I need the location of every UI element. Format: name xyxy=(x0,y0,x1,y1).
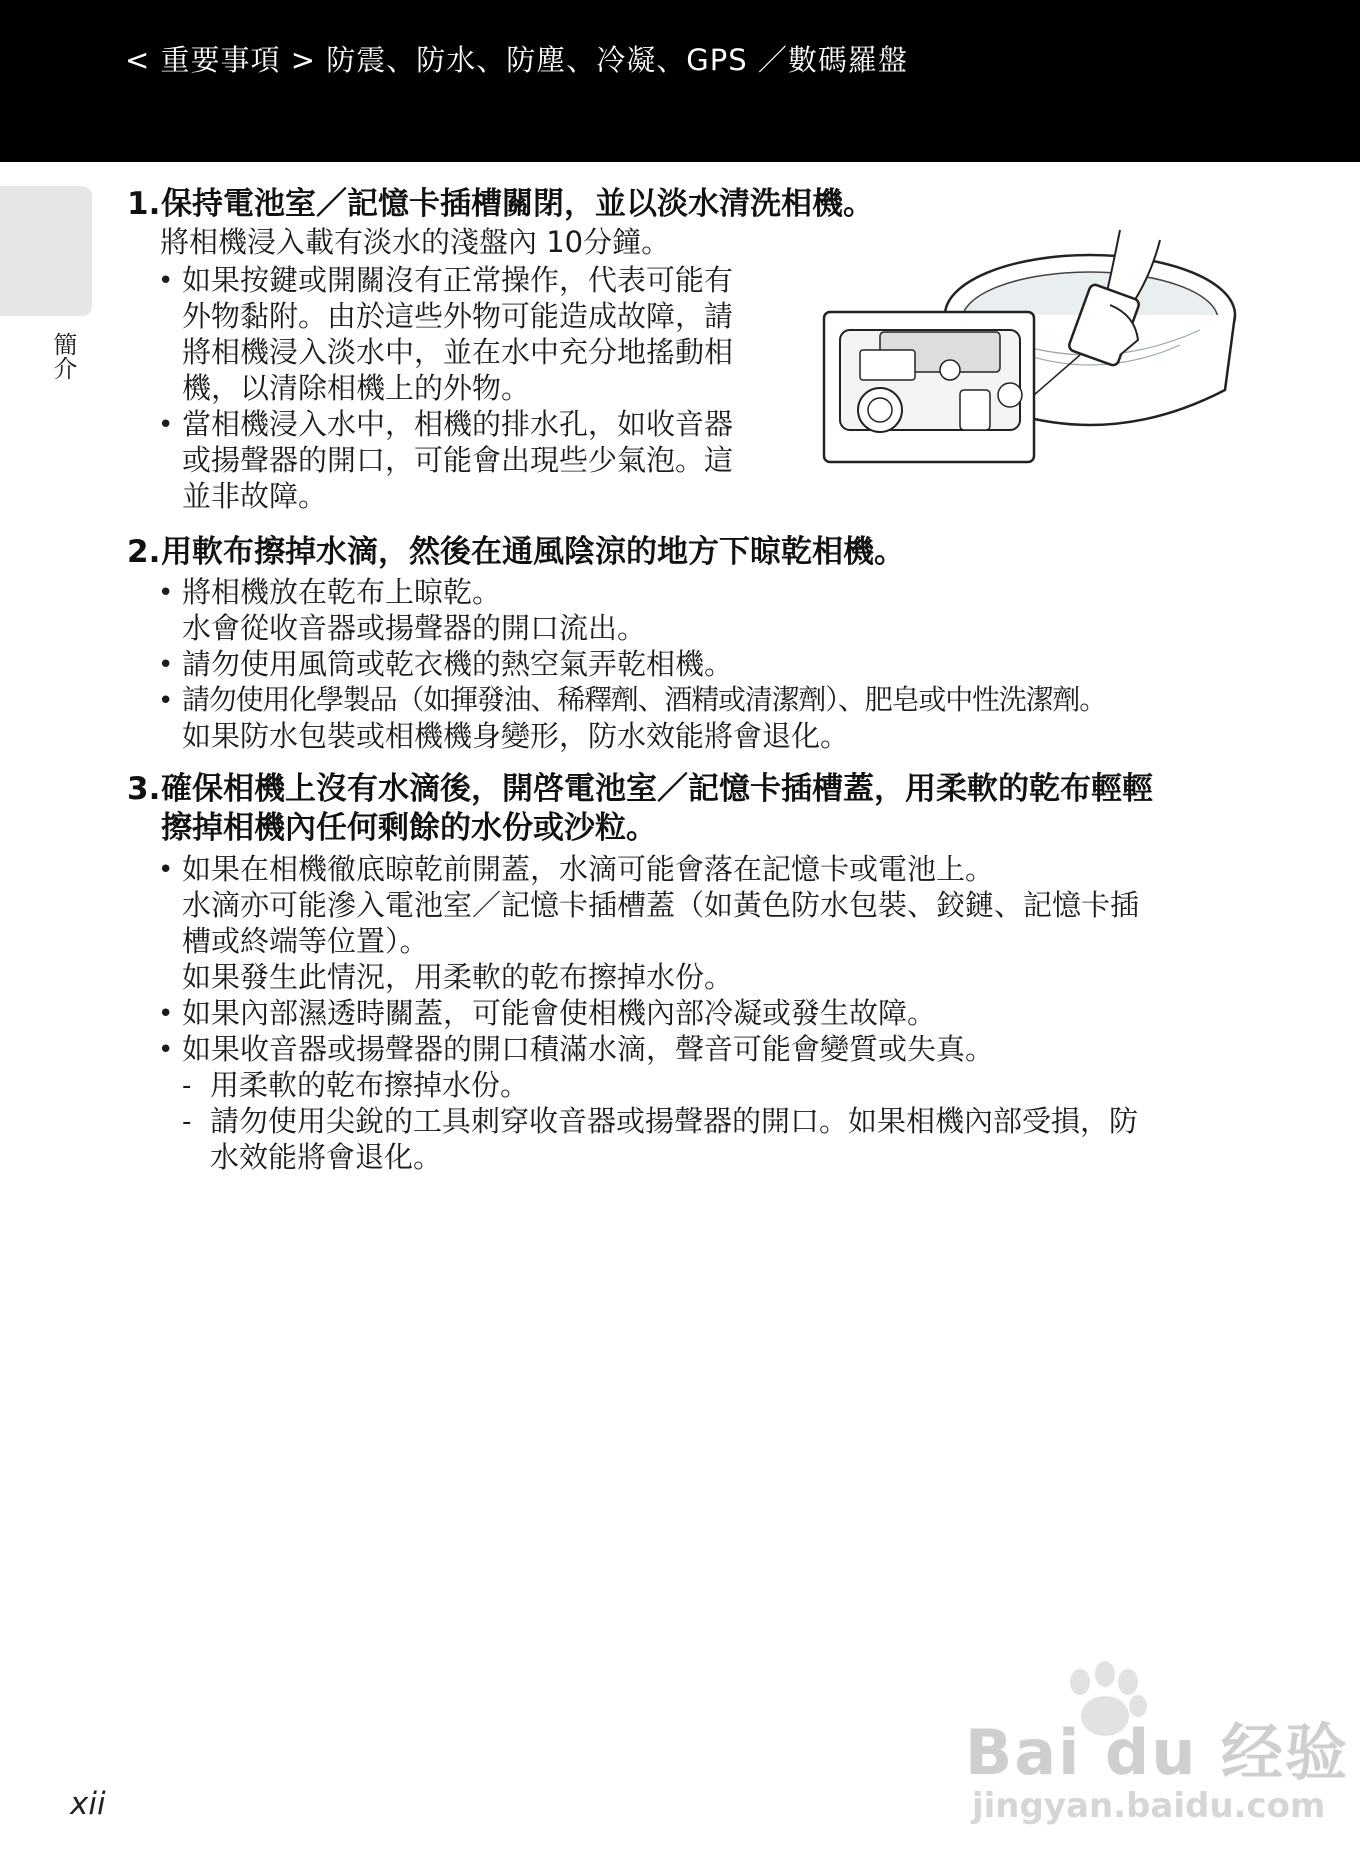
step-1-title xyxy=(127,185,874,224)
step-1-title-text: 保持電池室／記憶卡插槽關閉，並以淡水清洗相機。 xyxy=(161,186,874,222)
step-1-line: 將相機浸入載有淡水的淺盤內 10分鐘。 xyxy=(160,225,671,259)
side-tab xyxy=(0,186,92,316)
step-3-line: 請勿使用尖銳的工具刺穿收音器或揚聲器的開口。如果相機內部受損，防 xyxy=(210,1104,1139,1138)
step-3-number: 3. xyxy=(127,771,161,807)
step-2-line: 如果防水包裝或相機機身變形，防水效能將會退化。 xyxy=(182,719,850,753)
bullet-marker: • xyxy=(158,266,174,296)
step-1-line: 將相機浸入淡水中，並在水中充分地搖動相 xyxy=(182,335,734,369)
step-3-line: 用柔軟的乾布擦掉水份。 xyxy=(210,1068,530,1102)
camera-rinse-illustration xyxy=(820,220,1240,470)
dash-marker: - xyxy=(182,1107,192,1137)
breadcrumb: < 重要事項 > 防震、防水、防塵、冷凝、GPS ／數碼羅盤 xyxy=(125,43,908,77)
step-3-line: 水效能將會退化。 xyxy=(210,1140,443,1174)
step-2-line: 請勿使用風筒或乾衣機的熱空氣弄乾相機。 xyxy=(182,647,734,681)
watermark-url: jingyan.baidu.com xyxy=(972,1786,1326,1826)
step-1-line: 外物黏附。由於這些外物可能造成故障，請 xyxy=(182,299,734,333)
step-3-line: 如果發生此情況，用柔軟的乾布擦掉水份。 xyxy=(182,960,734,994)
bullet-marker: • xyxy=(158,650,174,680)
page-number: xii xyxy=(70,1786,106,1822)
step-1-line: 當相機浸入水中，相機的排水孔，如收音器 xyxy=(182,407,734,441)
dash-marker: - xyxy=(182,1071,192,1101)
side-tab-label: 簡介 xyxy=(49,332,77,380)
step-3-line: 如果在相機徹底晾乾前開蓋，水滴可能會落在記憶卡或電池上。 xyxy=(182,852,995,886)
step-2-title xyxy=(127,533,905,572)
step-3-title xyxy=(127,770,1153,809)
step-2-line: 將相機放在乾布上晾乾。 xyxy=(182,575,502,609)
page-header xyxy=(0,0,1360,162)
step-1-line: 如果按鍵或開關沒有正常操作，代表可能有 xyxy=(182,263,734,297)
step-2-line: 請勿使用化學製品（如揮發油、稀釋劑、酒精或清潔劑）、肥皂或中性洗潔劑。 xyxy=(182,683,1107,716)
step-2-line: 水會從收音器或揚聲器的開口流出。 xyxy=(182,611,647,645)
step-1-line: 並非故障。 xyxy=(182,479,328,513)
step-3-line: 如果收音器或揚聲器的開口積滿水滴，聲音可能會變質或失真。 xyxy=(182,1032,995,1066)
step-2-title-text: 用軟布擦掉水滴，然後在通風陰涼的地方下晾乾相機。 xyxy=(161,534,905,570)
step-3-title-cont: 擦掉相機內任何剩餘的水份或沙粒。 xyxy=(161,810,657,846)
bullet-marker: • xyxy=(158,686,174,716)
step-1-line: 機，以清除相機上的外物。 xyxy=(182,371,531,405)
step-3-line: 水滴亦可能滲入電池室／記憶卡插槽蓋（如黃色防水包裝、鉸鏈、記憶卡插 xyxy=(182,888,1140,922)
bullet-marker: • xyxy=(158,855,174,885)
step-3-line: 如果內部濕透時關蓋，可能會使相機內部冷凝或發生故障。 xyxy=(182,996,937,1030)
step-1-number: 1. xyxy=(127,186,161,222)
step-3-title-text: 確保相機上沒有水滴後，開啓電池室／記憶卡插槽蓋，用柔軟的乾布輕輕 xyxy=(161,771,1153,807)
bullet-marker: • xyxy=(158,1035,174,1065)
step-2-number: 2. xyxy=(127,534,161,570)
step-3-line: 槽或終端等位置）。 xyxy=(182,924,429,958)
watermark-brand: Bai du 经验 xyxy=(965,1716,1350,1789)
step-1-line: 或揚聲器的開口，可能會出現些少氣泡。這 xyxy=(182,443,734,477)
bullet-marker: • xyxy=(158,410,174,440)
bullet-marker: • xyxy=(158,578,174,608)
bullet-marker: • xyxy=(158,999,174,1029)
